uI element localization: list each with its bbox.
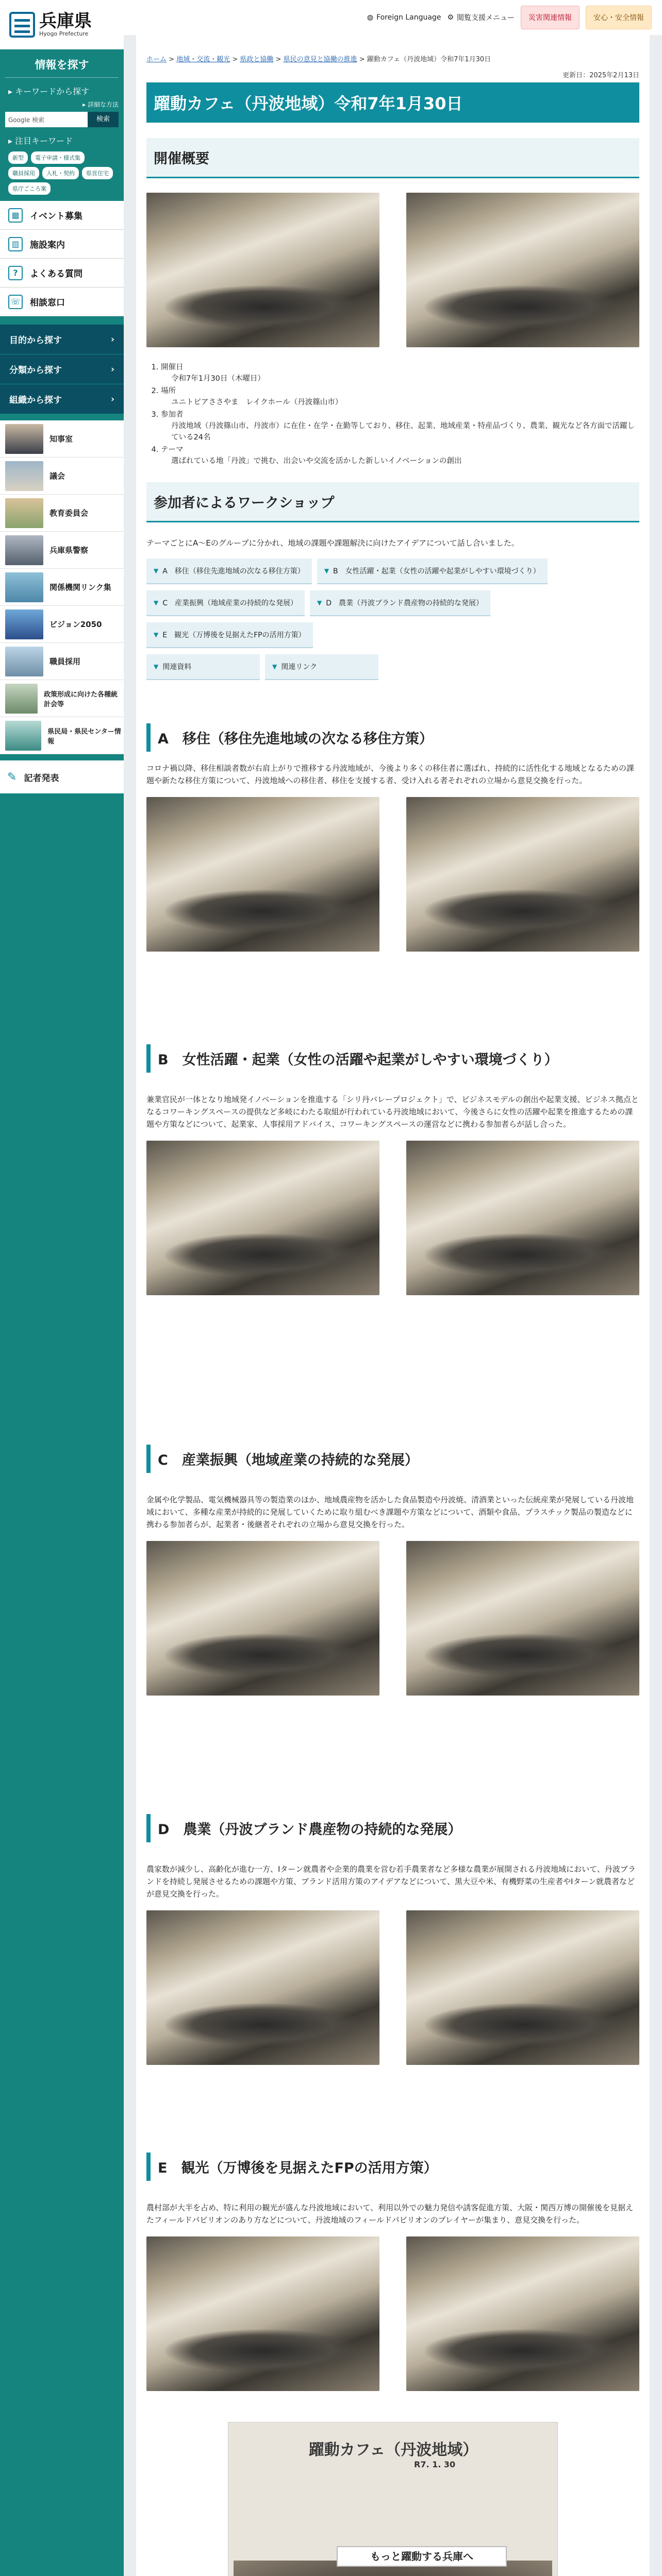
workshop-photo — [146, 797, 379, 952]
main-area — [124, 35, 662, 2576]
workshop-photo — [146, 2236, 379, 2391]
triangle-down-icon: ▼ — [154, 599, 159, 606]
keyword-chip[interactable]: 入札・契約 — [42, 167, 79, 179]
featured-keywords-title: ▸ 注目キーワード — [8, 136, 73, 146]
sidebar-links — [0, 420, 124, 754]
chat-icon: ☏ — [8, 295, 23, 309]
toc-link-c[interactable]: ▼ C 産業振興（地域産業の持続的な発展） — [146, 590, 305, 616]
bureau-thumbnail — [5, 721, 41, 751]
logo-sub: Hyogo Prefecture — [39, 30, 89, 37]
site-logo[interactable] — [0, 0, 124, 49]
section-heading-d: D 農業（丹波ブランド農産物の持続的な発展） — [146, 1814, 639, 1842]
section-photos-c — [146, 1541, 639, 1696]
overview-item: 2. 場所 ユニトピアささやま レイクホール（丹波篠山市） — [161, 385, 639, 408]
workshop-photo — [146, 1141, 379, 1295]
section-heading-c: C 産業振興（地域産業の持続的な発展） — [146, 1445, 639, 1473]
workshop-lead: テーマごとにA〜Eのグループに分かれ、地域の課題や課題解決に向けたアイデアについて話し合いました。 — [146, 538, 519, 548]
breadcrumb-link[interactable]: 県民の意見と協働の推進 — [283, 56, 357, 63]
breadcrumb-current: 躍動カフェ（丹波地域）令和7年1月30日 — [367, 56, 491, 63]
chevron-right-icon: › — [110, 334, 114, 345]
viewing-support-link[interactable]: ⚙ 閲覧支援メニュー — [447, 13, 515, 22]
overview-item: 3. 参加者 丹波地域（丹波篠山市、丹波市）に在住・在学・在勤等しており、移住、起業、地域産業・特産品づくり、農業、観光など各方面で活躍している24名 — [161, 409, 639, 443]
section-text-c: 金属や化学製品、電気機械器具等の製造業のほか、地域農産物を活かした食品製造や丹波焼、清酒業といった伝統産業が発展している丹波地域において、多種な産業が持続的に発展していくために取り組むべき課題や方策などについて、酒類や食品、プラスチック製品の製造などに携わる参加者らが、起業者・後継者それぞれの立場から意見交換を行った。 — [146, 1495, 634, 1529]
workshop-photo — [146, 1541, 379, 1696]
vision-thumbnail — [5, 609, 43, 639]
breadcrumb-link[interactable]: 県政と協働 — [240, 56, 274, 63]
toc-link-links[interactable]: ▼ 関連リンク — [265, 654, 378, 680]
disaster-info-button[interactable]: 災害関連情報 — [521, 6, 580, 29]
breadcrumb-link[interactable]: 地域・交流・観光 — [176, 56, 230, 63]
safety-info-button[interactable]: 安心・安全情報 — [586, 6, 652, 29]
keyword-chip[interactable]: 県営住宅 — [82, 167, 113, 179]
police-thumbnail — [5, 535, 43, 565]
building-icon: ▥ — [8, 237, 23, 251]
triangle-down-icon: ▼ — [317, 599, 322, 606]
triangle-down-icon: ▼ — [154, 567, 159, 574]
page-title: 躍動カフェ（丹波地域）令和7年1月30日 — [146, 82, 639, 123]
logo-name: 兵庫県 — [39, 11, 92, 31]
chevron-right-icon: › — [110, 394, 114, 404]
section-text-e: 農村部が大半を占め、特に利用の観光が盛んな丹波地域において、利用以外での魅力発信や誘客促進方策、大阪・関西万博の開催後を見据えたフィールドパビリオンのあり方などについて、丹波地域のフィールドパビリオンのプレイヤーが集まり、意見交換を行った。 — [146, 2203, 634, 2225]
search-box — [5, 112, 119, 127]
recruit-thumbnail — [5, 647, 43, 676]
toc-link-a[interactable]: ▼ A 移住（移住先進地域の次なる移住方策） — [146, 558, 312, 584]
section-photos-d — [146, 1910, 639, 2065]
hyogo-logo-icon — [9, 12, 35, 38]
section-photos-b — [146, 1141, 639, 1295]
pen-icon: ✎ — [7, 770, 17, 784]
sidebar-item-facilities[interactable]: ▥ 施設案内 — [0, 230, 124, 259]
workshop-photo — [146, 1910, 379, 2065]
sidebar-heading: 情報を探す — [5, 57, 119, 78]
triangle-down-icon: ▼ — [154, 631, 159, 638]
chevron-right-icon: ▸ — [8, 136, 15, 146]
section-heading-b: B 女性活躍・起業（女性の活躍や起業がしやすい環境づくり） — [146, 1044, 639, 1073]
updated-date: 更新日：2025年2月13日 — [562, 72, 639, 79]
keyword-list — [5, 149, 119, 201]
section-text-a: コロナ禍以降、移住相談者数が右肩上がりで推移する丹波地域が、今後より多くの移住者に選ばれ、持続的に活性化する地域となるための課題や新たな移住方策について、丹波地域への移住者、移住を支援する者、受け入れる者それぞれの立場から意見交換を行った。 — [146, 764, 634, 785]
sidebar-link[interactable]: ビジョン2050 — [0, 606, 124, 643]
overview-heading: 開催概要 — [146, 138, 639, 178]
group-photo-sign: もっと躍動する兵庫へ — [337, 2546, 507, 2567]
overview-item: 1. 開催日 令和7年1月30日（木曜日） — [161, 362, 639, 384]
sidebar-link[interactable]: 議会 — [0, 457, 124, 495]
sidebar-item-organization[interactable]: 組織から探す › — [0, 384, 124, 414]
header-bar — [124, 0, 662, 35]
toc-link-docs[interactable]: ▼ 関連資料 — [146, 654, 260, 680]
overview-item: 4. テーマ 選ばれている地「丹波」で挑む、出会いや交流を活かした新しいイノベーションの創出 — [161, 444, 639, 467]
gear-icon: ⚙ — [447, 13, 454, 22]
keyword-chip[interactable]: 新型 — [8, 151, 28, 164]
keyword-chip[interactable]: 県庁ごころ案 — [8, 182, 51, 195]
sidebar-item-events[interactable]: ▦ イベント募集 — [0, 201, 124, 230]
assembly-thumbnail — [5, 461, 43, 491]
toc — [146, 558, 639, 680]
sidebar-item-faq[interactable]: ? よくある質問 — [0, 259, 124, 287]
calendar-icon: ▦ — [8, 208, 23, 223]
section-text-b: 兼業官民が一体となり地域発イノベーションを推進する「シリ丹バレープロジェクト」で、ビジネスモデルの創出や起業支援、ビジネス拠点となるコワーキングスペースの提供など多岐にわたる取組が行われている丹波地域において、今後さらに女性の活躍や起業を推進するための課題や方策などについて、起業家、人事採用アドバイス、コワーキングスペースの運営などに携わる参加者らが話し合った。 — [146, 1095, 639, 1129]
sidebar-search — [0, 49, 124, 201]
workshop-photo — [406, 1541, 639, 1696]
search-button[interactable]: 検索 — [88, 112, 119, 127]
sidebar-link[interactable]: 兵庫県警察 — [0, 532, 124, 569]
event-photo — [146, 193, 379, 347]
sidebar-link[interactable]: 職員採用 — [0, 643, 124, 680]
section-photos-a — [146, 797, 639, 952]
foreign-language-link[interactable]: ◍ Foreign Language — [367, 13, 441, 22]
toc-link-d[interactable]: ▼ D 農業（丹波ブランド農産物の持続的な発展） — [310, 590, 490, 616]
breadcrumb: ホーム > 地域・交流・観光 > 県政と協働 > 県民の意見と協働の推進 > 躍動カフェ（丹波地域）令和7年1月30日 — [146, 56, 491, 63]
workshop-photo — [406, 1910, 639, 2065]
governor-thumbnail — [5, 424, 43, 454]
event-photo — [406, 193, 639, 347]
triangle-down-icon: ▼ — [154, 663, 159, 670]
sidebar-item-consultation[interactable]: ☏ 相談窓口 — [0, 287, 124, 316]
links-thumbnail — [5, 572, 43, 602]
search-input[interactable]: Google 検索 — [5, 112, 88, 127]
breadcrumb-link[interactable]: ホーム — [146, 56, 167, 63]
overview-photos — [146, 193, 639, 347]
keyword-chip[interactable]: 職員採用 — [8, 167, 39, 179]
chevron-right-icon: ▸ — [8, 87, 15, 96]
sidebar-link[interactable]: 県民局・県民センター情報 — [0, 717, 124, 754]
chevron-right-icon: › — [110, 364, 114, 375]
workshop-photo — [406, 797, 639, 952]
toc-link-b[interactable]: ▼ B 女性活躍・起業（女性の活躍や起業がしやすい環境づくり） — [317, 558, 548, 584]
sidebar-item-purpose[interactable]: 目的から探す › — [0, 325, 124, 354]
sidebar-link[interactable]: 知事室 — [0, 420, 124, 457]
education-thumbnail — [5, 498, 43, 528]
workshop-heading: 参加者によるワークショップ — [146, 482, 639, 522]
group-photo-date: R7. 1. 30 — [414, 2460, 456, 2469]
triangle-down-icon: ▼ — [324, 567, 329, 574]
section-heading-e: E 観光（万博後を見据えたFPの活用方策） — [146, 2153, 639, 2181]
triangle-down-icon: ▼ — [272, 663, 277, 670]
group-photo — [228, 2422, 558, 2576]
keyword-search-title: ▸ キーワードから探す — [8, 87, 90, 96]
section-heading-a: A 移住（移住先進地域の次なる移住方策） — [146, 723, 639, 752]
section-photos-e — [146, 2236, 639, 2391]
sidebar — [0, 0, 124, 2576]
detail-search-link[interactable]: ▸ 詳細な方法 — [82, 101, 119, 108]
sidebar-link[interactable]: 教育委員会 — [0, 495, 124, 532]
sidebar-item-category[interactable]: 分類から探す › — [0, 354, 124, 384]
policy-thumbnail — [5, 684, 38, 714]
content — [136, 35, 650, 2576]
overview-list — [161, 362, 639, 467]
toc-link-e[interactable]: ▼ E 観光（万博後を見据えたFPの活用方策） — [146, 622, 313, 648]
section-text-d: 農家数が減少し、高齢化が進む一方、Iターン就農者や企業的農業を営む若手農業者など多様な農業が展開される丹波地域において、丹波ブランドを持続し発展させるための課題や方策、ブランド活用方策のアイデアなどについて、黒大豆や米、有機野菜の生産者やIターン就農者などが意見交換を行った。 — [146, 1865, 636, 1899]
chevron-right-icon: ▸ — [82, 101, 88, 108]
sidebar-link[interactable]: 関係機関リンク集 — [0, 569, 124, 606]
workshop-photo — [406, 2236, 639, 2391]
press-release-link[interactable]: ✎ 記者発表 — [0, 760, 124, 793]
question-icon: ? — [8, 266, 23, 280]
sidebar-link[interactable]: 政策形成に向けた各種統計会等 — [0, 680, 124, 717]
group-photo-banner: 躍動カフェ（丹波地域） — [308, 2441, 478, 2459]
keyword-chip[interactable]: 電子申請・様式集 — [31, 151, 85, 164]
workshop-photo — [406, 1141, 639, 1295]
globe-icon: ◍ — [367, 13, 374, 22]
